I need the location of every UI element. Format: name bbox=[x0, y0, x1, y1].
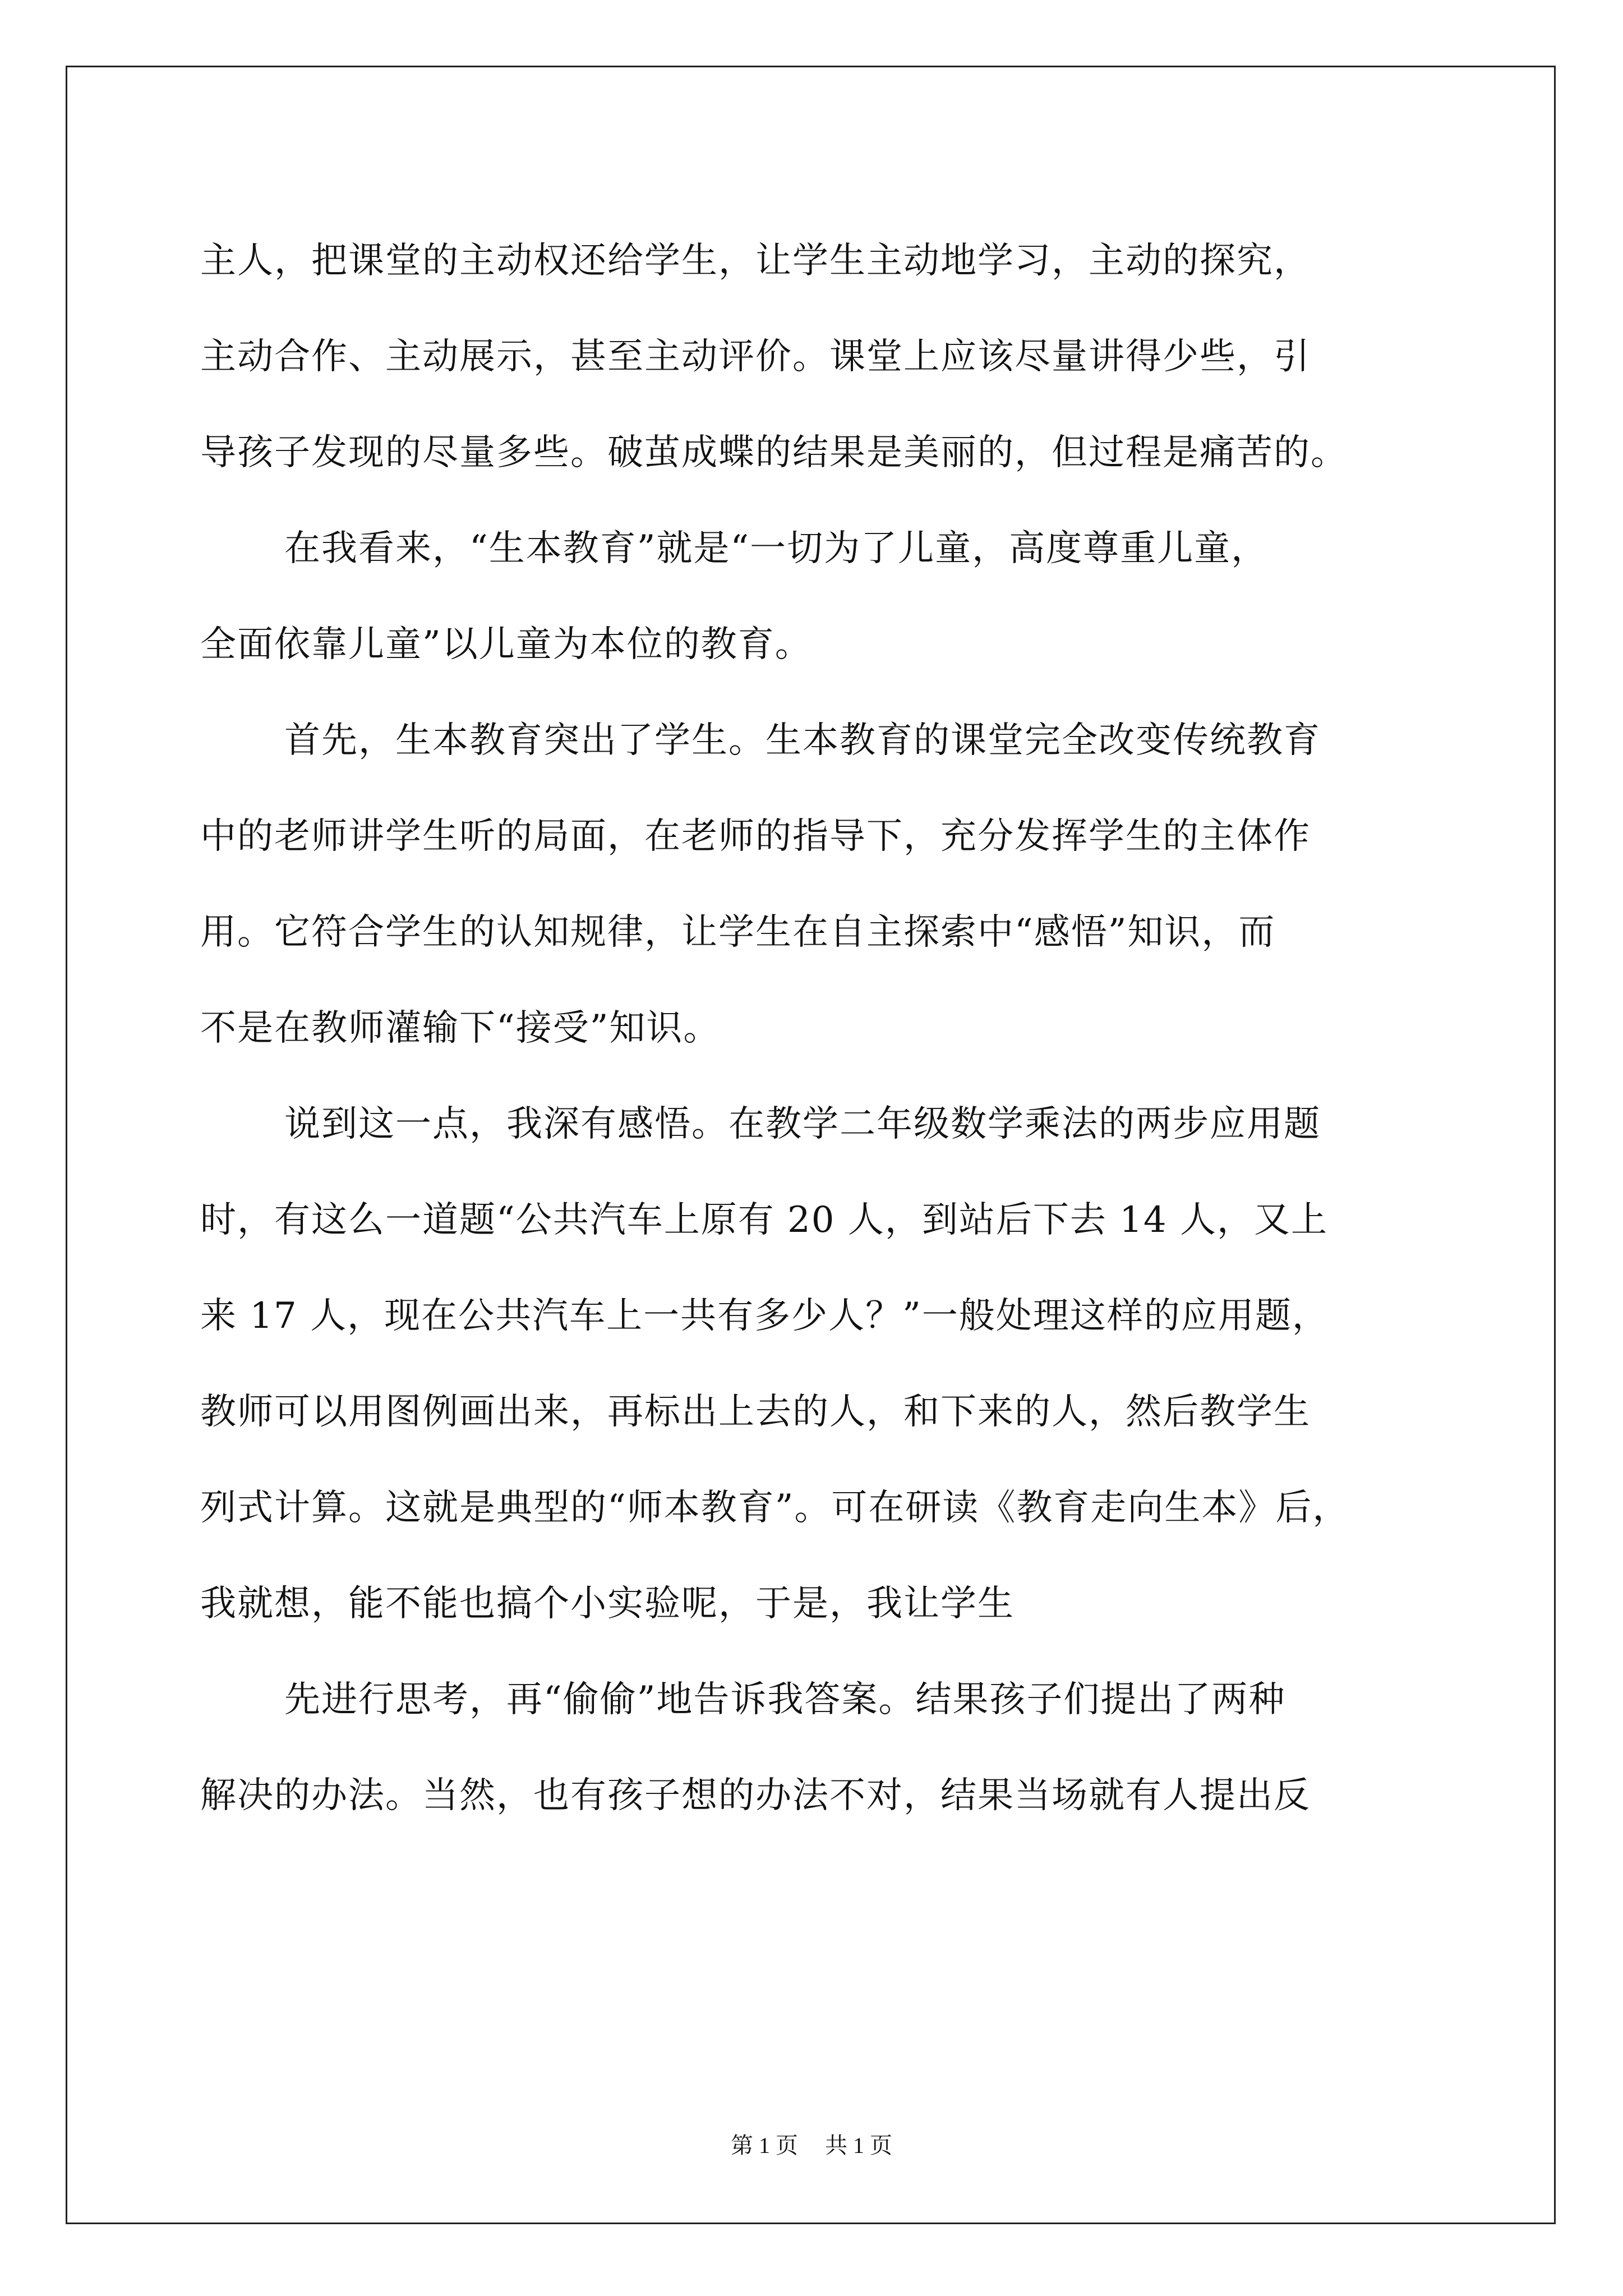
text-line: 来 17 人，现在公共汽车上一共有多少人？”一般处理这样的应用题， bbox=[200, 1295, 1329, 1337]
text-line: 全面依靠儿童”以儿童为本位的教育。 bbox=[200, 624, 812, 665]
document-body bbox=[200, 213, 1428, 1844]
page-footer bbox=[0, 2132, 1623, 2160]
paragraph-start-line: 在我看来，“生本教育”就是“一切为了儿童，高度尊重儿童， bbox=[284, 528, 1269, 569]
page-number: 第 1 页 bbox=[731, 2133, 798, 2158]
page-total: 共 1 页 bbox=[825, 2133, 892, 2158]
text-line: 我就想，能不能也搞个小实验呢，于是，我让学生 bbox=[200, 1583, 1015, 1625]
paragraph-start-line: 首先，生本教育突出了学生。生本教育的课堂完全改变传统教育 bbox=[284, 720, 1321, 761]
paragraph-start-line: 说到这一点，我深有感悟。在教学二年级数学乘法的两步应用题 bbox=[284, 1103, 1321, 1145]
text-line: 列式计算。这就是典型的“师本教育”。可在研读《教育走向生本》后， bbox=[200, 1487, 1350, 1529]
text-line: 不是在教师灌输下“接受”知识。 bbox=[200, 1007, 721, 1049]
text-line: 导孩子发现的尽量多些。破茧成蝶的结果是美丽的，但过程是痛苦的。 bbox=[200, 432, 1348, 473]
text-line: 主动合作、主动展示，甚至主动评价。课堂上应该尽量讲得少些，引 bbox=[200, 336, 1311, 378]
text-line: 教师可以用图例画出来，再标出上去的人，和下来的人，然后教学生 bbox=[200, 1391, 1311, 1433]
text-line: 用。它符合学生的认知规律，让学生在自主探索中“感悟”知识，而 bbox=[200, 912, 1276, 953]
text-line: 主人，把课堂的主动权还给学生，让学生主动地学习，主动的探究， bbox=[200, 240, 1311, 282]
text-line: 解决的办法。当然，也有孩子想的办法不对，结果当场就有人提出反 bbox=[200, 1775, 1311, 1816]
text-line: 时，有这么一道题“公共汽车上原有 20 人，到站后下去 14 人，又上 bbox=[200, 1199, 1328, 1241]
paragraph-start-line: 先进行思考，再“偷偷”地告诉我答案。结果孩子们提出了两种 bbox=[284, 1679, 1286, 1720]
text-line: 中的老师讲学生听的局面，在老师的指导下，充分发挥学生的主体作 bbox=[200, 816, 1311, 857]
